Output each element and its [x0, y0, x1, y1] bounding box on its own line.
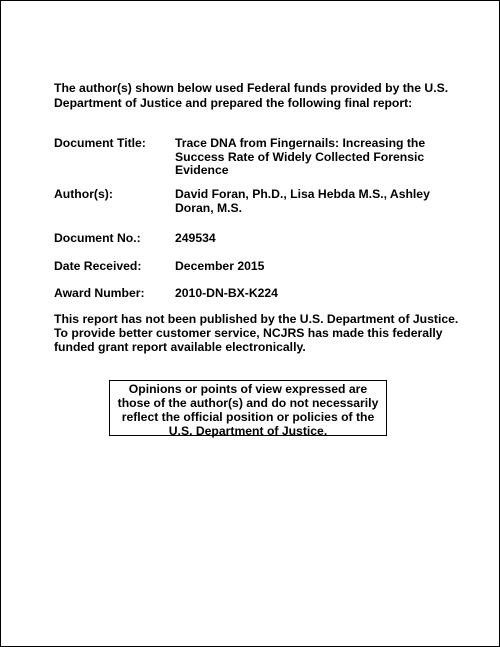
- date-received-label: Date Received:: [54, 259, 142, 273]
- document-number-value: 249534: [175, 231, 216, 245]
- intro-statement: The author(s) shown below used Federal funds provided by the U.S. Department of Justice and prepared the following final report:: [54, 81, 449, 110]
- publication-notice: This report has not been published by the U.S. Department of Justice. To provide better customer service, NCJRS has made this federally funded grant report available electronically.: [54, 312, 459, 354]
- document-title-label: Document Title:: [54, 136, 146, 150]
- disclaimer-text: Opinions or points of view expressed are those of the author(s) and do not necessarily reflect the official position or policies of the U.S. Department of Justice.: [117, 382, 379, 438]
- award-number-label: Award Number:: [54, 286, 145, 300]
- document-number-label: Document No.:: [54, 231, 141, 245]
- award-number-value: 2010-DN-BX-K224: [175, 286, 278, 300]
- document-title-value: Trace DNA from Fingernails: Increasing the Success Rate of Widely Collected Forensic Evidence: [175, 136, 426, 177]
- authors-label: Author(s):: [54, 187, 113, 201]
- authors-value: David Foran, Ph.D., Lisa Hebda M.S., Ashley Doran, M.S.: [175, 187, 430, 215]
- disclaimer-box: [109, 380, 387, 436]
- date-received-value: December 2015: [175, 259, 265, 273]
